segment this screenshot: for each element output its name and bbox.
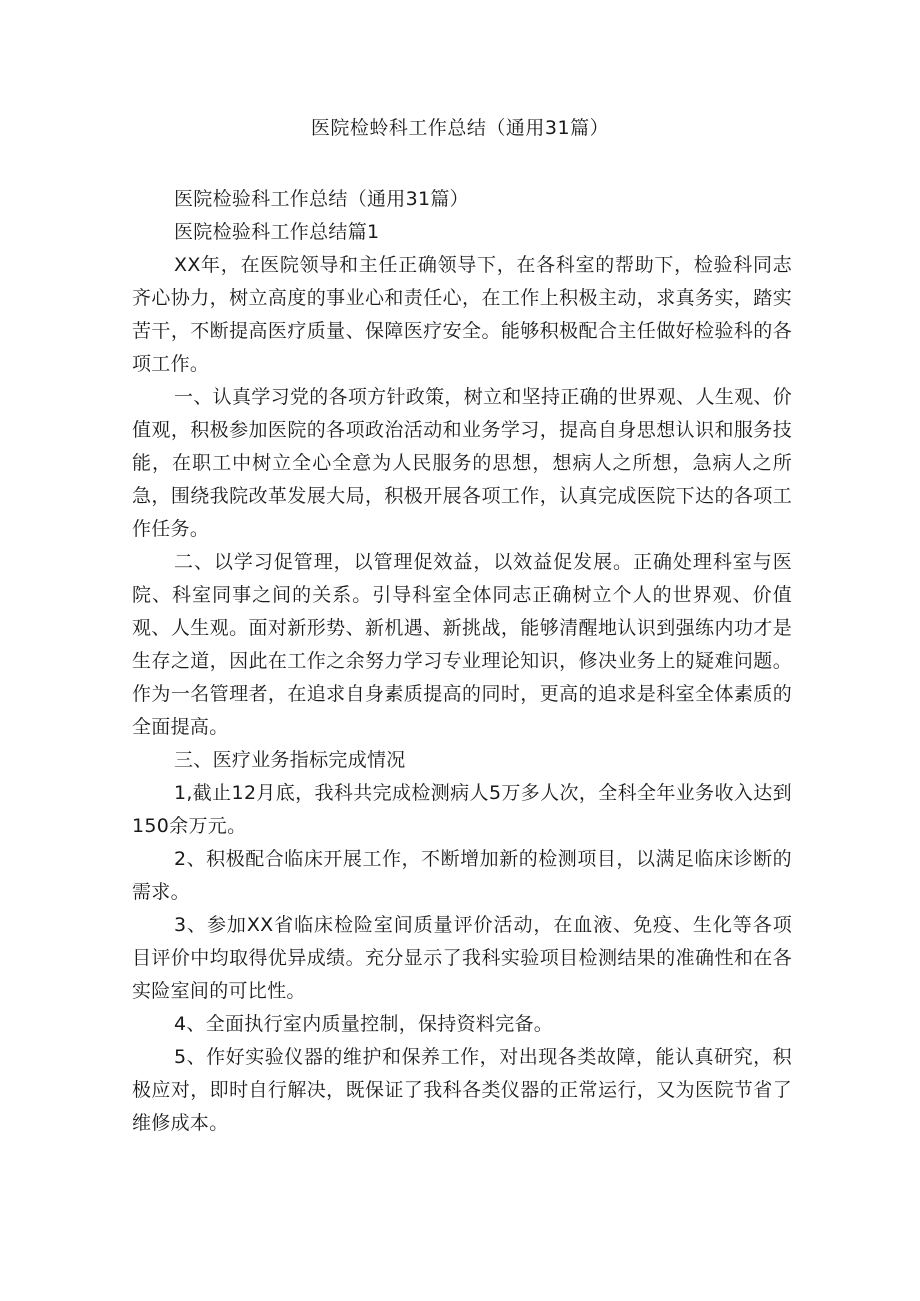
paragraph-subtitle: 医院检验科工作总结（通用31篇） — [174, 188, 469, 210]
paragraph-item-2: 二、以学习促管理，以管理促效益，以效益促发展。正确处理科室与医院、科室同事之间的关系。引导科室全体同志正确树立个人的世界观、价值观、人生观。面对新形势、新机遇、新挑战，能够清醒地认识到强练内功才是生存之道，因此在工作之余努力学习专业理论知识，修决业务上的疑难问题。作为一名管理者，在追求自身素质提高的同时，更高的追求是科室全体素质的全面提高。 — [132, 551, 792, 738]
paragraph-subitem-4: 4、全面执行室内质量控制，保持资料完备。 — [174, 1013, 554, 1035]
paragraph-item-3-heading: 三、医疗业务指标完成情况 — [174, 749, 406, 771]
paragraph-item-1: 一、认真学习党的各项方针政策，树立和坚持正确的世界观、人生观、价值观，积极参加医院的各项政治活动和业务学习，提高自身思想认识和服务技能，在职工中树立全心全意为人民服务的思想，想病人之所想，急病人之所急，围绕我院改革发展大局，积极开展各项工作，认真完成医院下达的各项工作任务。 — [132, 386, 792, 540]
paragraph-section-title: 医院检验科工作总结篇1 — [174, 221, 380, 243]
paragraph-subitem-3: 3、参加XX省临床检险室间质量评价活动，在血液、免疫、生化等各项目评价中均取得优异成绩。充分显示了我科实验项目检测结果的准确性和在各实险室间的可比性。 — [132, 914, 792, 1002]
document-body — [132, 183, 792, 1140]
paragraph-intro: XX年，在医院领导和主任正确领导下，在各科室的帮助下，检验科同志齐心协力，树立高度的事业心和责任心，在工作上积极主动，求真务实，踏实苦干，不断提高医疗质量、保障医疗安全。能够积极配合主任做好检验科的各项工作。 — [132, 254, 792, 375]
paragraph-subitem-1: 1,截止12月底，我科共完成检测病人5万多人次，全科全年业务收入达到150余万元。 — [132, 782, 792, 837]
paragraph-subitem-5: 5、作好实验仪器的维护和保养工作，对出现各类故障，能认真研究，积极应对，即时自行解决，既保证了我科各类仪器的正常运行，又为医院节省了维修成本。 — [132, 1046, 792, 1134]
document-title: 医院检蛉科工作总结（通用31篇） — [310, 117, 610, 139]
paragraph-subitem-2: 2、积极配合临床开展工作，不断增加新的检测项目，以满足临床诊断的需求。 — [132, 848, 792, 903]
